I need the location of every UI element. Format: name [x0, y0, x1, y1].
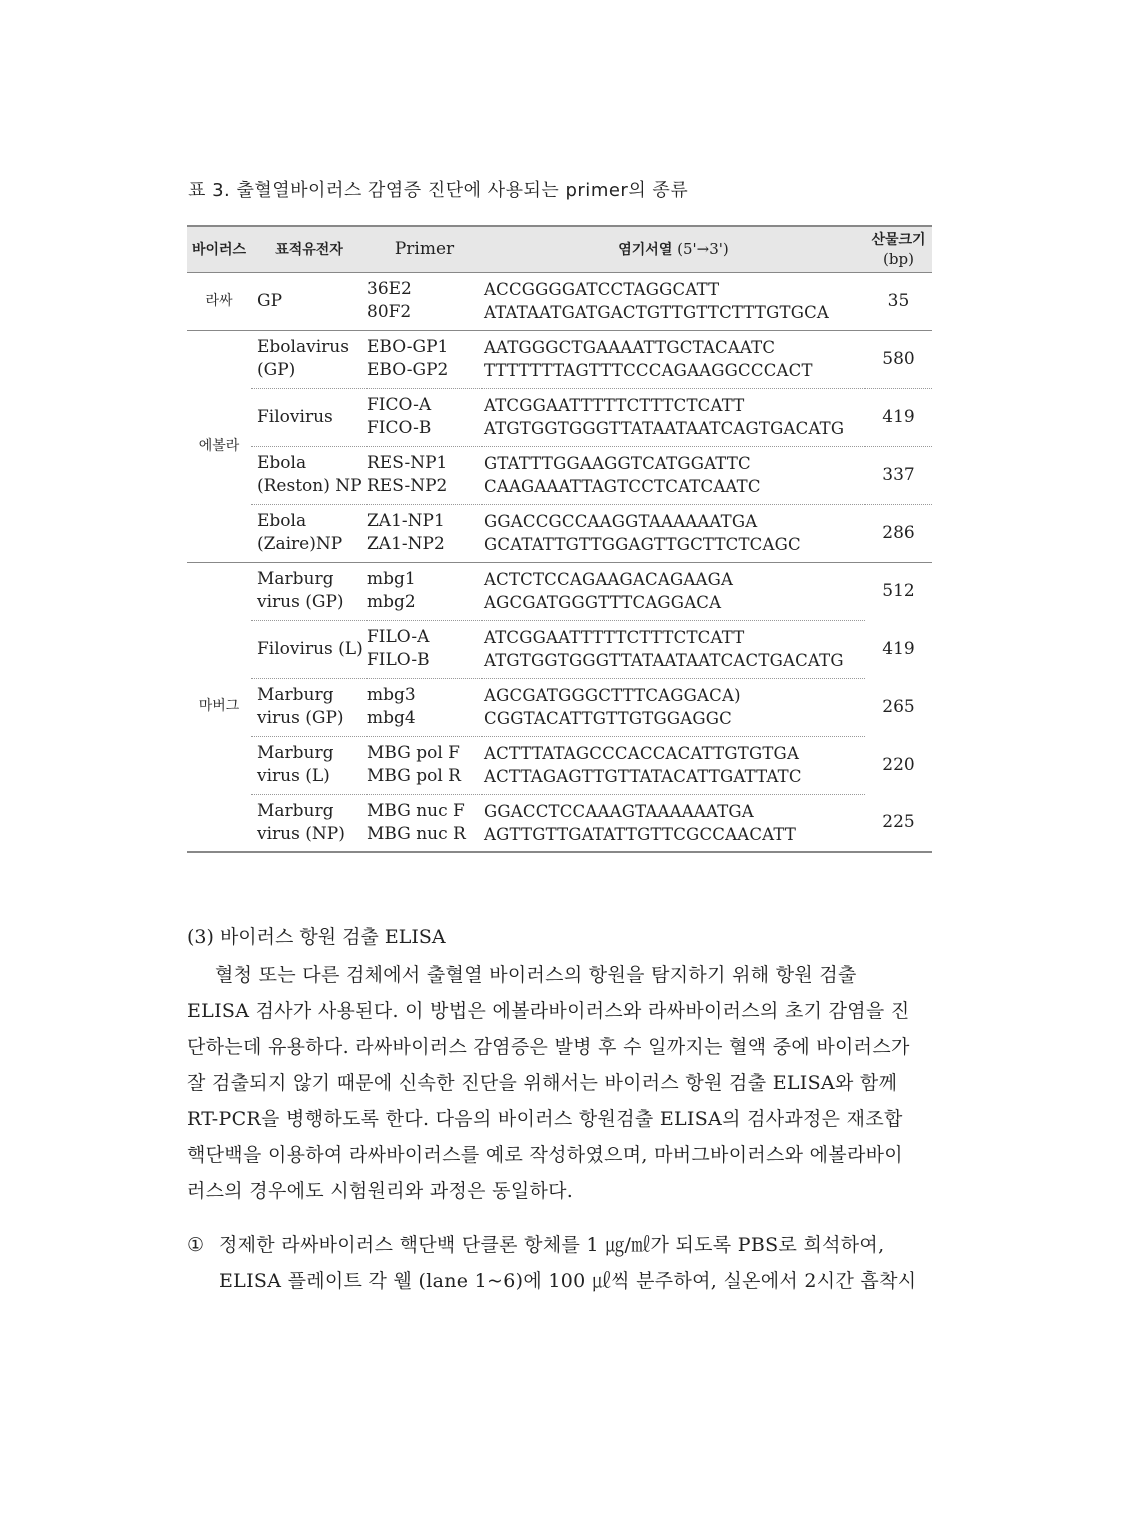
- target-cell: [251, 388, 367, 446]
- primer-name: MBG pol R: [367, 766, 461, 786]
- sequence-cell: [482, 620, 865, 678]
- target-cell: [251, 446, 367, 504]
- primer-name: FILO-B: [367, 650, 430, 670]
- header-primer: Primer: [367, 226, 482, 272]
- primer-name: ZA1-NP1: [367, 511, 445, 531]
- body-paragraph: [187, 957, 935, 1209]
- step-number: ①: [187, 1234, 205, 1256]
- paragraph-line: 러스의 경우에도 시험원리와 과정은 동일하다.: [187, 1180, 574, 1202]
- size-cell: 35: [865, 272, 932, 330]
- size-cell: 265: [882, 696, 915, 717]
- primer-cell: [367, 620, 482, 678]
- target-line: virus (GP): [257, 592, 344, 612]
- sequence: ACCGGGGATCCTAGGCATT: [484, 280, 720, 299]
- step-line: 정제한 라싸바이러스 핵단백 단클론 항체를 1 ㎍/㎖가 되도록 PBS로 희석하여,: [219, 1234, 885, 1256]
- primer-cell: [367, 504, 482, 562]
- sequence: ATGTGGTGGGTTATAATAATCAGTGACATG: [484, 419, 845, 438]
- target-cell: [251, 504, 367, 562]
- primer-cell: [367, 272, 482, 330]
- primer-cell: [367, 736, 482, 794]
- sequence: GCATATTGTTGGAGTTGCTTCTCAGC: [484, 535, 801, 554]
- sequence-cell: [482, 388, 865, 446]
- sequence: AATGGGCTGAAAATTGCTACAATC: [484, 338, 776, 357]
- sequence: CGGTACATTGTTGTGGAGGC: [484, 709, 732, 728]
- target-line: Marburg: [257, 569, 334, 589]
- target-cell: [251, 794, 367, 852]
- primer-name: MBG nuc R: [367, 823, 466, 844]
- table-caption: 표 3. 출혈열바이러스 감염증 진단에 사용되는 primer의 종류: [188, 180, 689, 201]
- size-cell: 220: [882, 754, 915, 775]
- target-line: virus (L): [257, 766, 330, 786]
- target-line: virus (GP): [257, 708, 344, 728]
- size-cell: 419: [865, 388, 932, 446]
- target-cell: [251, 330, 367, 388]
- target-line: Marburg: [257, 685, 334, 705]
- target-line: virus (NP): [257, 823, 345, 844]
- virus-group-marburg: 마버그: [187, 562, 251, 852]
- sequence-cell: [482, 330, 865, 388]
- table-row: [187, 562, 932, 620]
- step-line: ELISA 플레이트 각 웰 (lane 1~6)에 100 ㎕씩 분주하여, 실온에서 2시간 흡착시: [219, 1270, 917, 1292]
- header-virus: 바이러스: [187, 226, 251, 272]
- primer-name: mbg2: [367, 592, 416, 612]
- target-cell: [251, 562, 367, 620]
- size-cell: 512: [882, 580, 915, 601]
- header-sequence-ko: 염기서열: [618, 242, 673, 259]
- sequence: ACTTAGAGTTGTTATACATTGATTATC: [484, 767, 802, 786]
- sequence: CAAGAAATTAGTCCTCATCAATC: [484, 477, 761, 496]
- target-line: (GP): [257, 360, 296, 380]
- sequence-cell: [482, 794, 865, 852]
- sequence: AGTTGTTGATATTGTTCGCCAACATT: [484, 824, 797, 844]
- header-size-ko: 산물크기: [871, 231, 926, 248]
- sequence: AGCGATGGGCTTTCAGGACA): [484, 686, 741, 705]
- primer-cell: [367, 678, 482, 736]
- header-size-unit: (bp): [883, 249, 914, 268]
- header-sequence: [482, 226, 865, 272]
- table-row: [187, 388, 932, 446]
- primer-name: RES-NP2: [367, 476, 448, 496]
- target-line: Marburg: [257, 743, 334, 763]
- step-1: [187, 1227, 935, 1299]
- primer-name: EBO-GP1: [367, 337, 449, 357]
- target-line: (Zaire)NP: [257, 534, 343, 554]
- table-row: [187, 330, 932, 388]
- primer-cell: [367, 562, 482, 620]
- sequence-cell: [482, 504, 865, 562]
- table-row: [187, 620, 932, 678]
- target-cell: [251, 678, 367, 736]
- primer-name: FICO-A: [367, 395, 432, 415]
- section-heading: (3) 바이러스 항원 검출 ELISA: [187, 926, 446, 948]
- primer-name: 36E2: [367, 279, 412, 299]
- sequence: AGCGATGGGTTTCAGGACA: [484, 593, 722, 612]
- table-row: [187, 736, 932, 794]
- table-row: [187, 678, 932, 736]
- table-header-row: [187, 226, 932, 272]
- primer-table: [187, 225, 932, 853]
- primer-name: mbg4: [367, 708, 416, 728]
- primer-name: EBO-GP2: [367, 360, 449, 380]
- table-row: [187, 272, 932, 330]
- paragraph-line: ELISA 검사가 사용된다. 이 방법은 에볼라바이러스와 라싸바이러스의 초기 감염을 진: [187, 1000, 910, 1022]
- virus-group-ebola: 에볼라: [187, 330, 251, 562]
- target-cell: [251, 736, 367, 794]
- sequence: ATATAATGATGACTGTTGTTCTTTGTGCA: [484, 303, 830, 322]
- size-cell: 225: [865, 794, 932, 852]
- target-cell: [251, 272, 367, 330]
- primer-name: FICO-B: [367, 418, 432, 438]
- primer-cell: [367, 446, 482, 504]
- size-cell: 419: [882, 638, 915, 659]
- table-row: [187, 504, 932, 562]
- primer-cell: [367, 794, 482, 852]
- header-target: 표적유전자: [251, 226, 367, 272]
- target-line: (Reston) NP: [257, 476, 362, 496]
- sequence: ACTCTCCAGAAGACAGAAGA: [484, 570, 734, 589]
- sequence: ATCGGAATTTTTCTTTCTCATT: [484, 628, 745, 647]
- target-line: Marburg: [257, 800, 334, 821]
- sequence-cell: [482, 446, 865, 504]
- primer-name: MBG pol F: [367, 743, 460, 763]
- target-line: Ebola: [257, 511, 307, 531]
- size-cell: 286: [865, 504, 932, 562]
- target-line: Ebolavirus: [257, 337, 349, 357]
- header-size: [865, 226, 932, 272]
- primer-name: 80F2: [367, 302, 412, 322]
- target-line: Ebola: [257, 453, 307, 473]
- sequence: ATGTGGTGGGTTATAATAATCACTGACATG: [484, 651, 844, 670]
- primer-name: mbg3: [367, 685, 416, 705]
- sequence: GTATTTGGAAGGTCATGGATTC: [484, 454, 751, 473]
- sequence: ACTTTATAGCCCACCACATTGTGTGA: [484, 744, 800, 763]
- virus-group-lassa: 라싸: [187, 272, 251, 330]
- size-cell: 337: [865, 446, 932, 504]
- primer-name: MBG nuc F: [367, 800, 465, 821]
- sequence: TTTTTTTAGTTTCCCAGAAGGCCCACT: [484, 361, 813, 380]
- primer-name: RES-NP1: [367, 453, 448, 473]
- paragraph-line: 혈청 또는 다른 검체에서 출혈열 바이러스의 항원을 탐지하기 위해 항원 검출: [215, 964, 857, 986]
- sequence: GGACCGCCAAGGTAAAAAATGA: [484, 512, 758, 531]
- header-sequence-dir: (5'→3'): [677, 240, 729, 259]
- sequence-cell: [482, 562, 865, 620]
- primer-name: FILO-A: [367, 627, 430, 647]
- paragraph-line: 단하는데 유용하다. 라싸바이러스 감염증은 발병 후 수 일까지는 혈액 중에 바이러스가: [187, 1036, 910, 1058]
- paragraph-line: 핵단백을 이용하여 라싸바이러스를 예로 작성하였으며, 마버그바이러스와 에볼라바이: [187, 1144, 903, 1166]
- primer-name: mbg1: [367, 569, 416, 589]
- step-text: [219, 1227, 935, 1299]
- size-cell: 580: [865, 330, 932, 388]
- paragraph-line: 잘 검출되지 않기 때문에 신속한 진단을 위해서는 바이러스 항원 검출 ELISA와 함께: [187, 1072, 898, 1094]
- primer-cell: [367, 388, 482, 446]
- primer-name: ZA1-NP2: [367, 534, 445, 554]
- target-cell: [251, 620, 367, 678]
- target-line: Filovirus: [257, 406, 333, 427]
- table-row: [187, 794, 932, 852]
- target-line: Filovirus (L): [257, 638, 363, 659]
- primer-cell: [367, 330, 482, 388]
- sequence-cell: [482, 736, 865, 794]
- sequence: GGACCTCCAAAGTAAAAAATGA: [484, 801, 754, 821]
- sequence-cell: [482, 272, 865, 330]
- sequence: ATCGGAATTTTTCTTTCTCATT: [484, 396, 745, 415]
- sequence-cell: [482, 678, 865, 736]
- target-line: GP: [257, 290, 283, 311]
- paragraph-line: RT-PCR을 병행하도록 한다. 다음의 바이러스 항원검출 ELISA의 검사과정은 재조합: [187, 1108, 903, 1130]
- table-row: [187, 446, 932, 504]
